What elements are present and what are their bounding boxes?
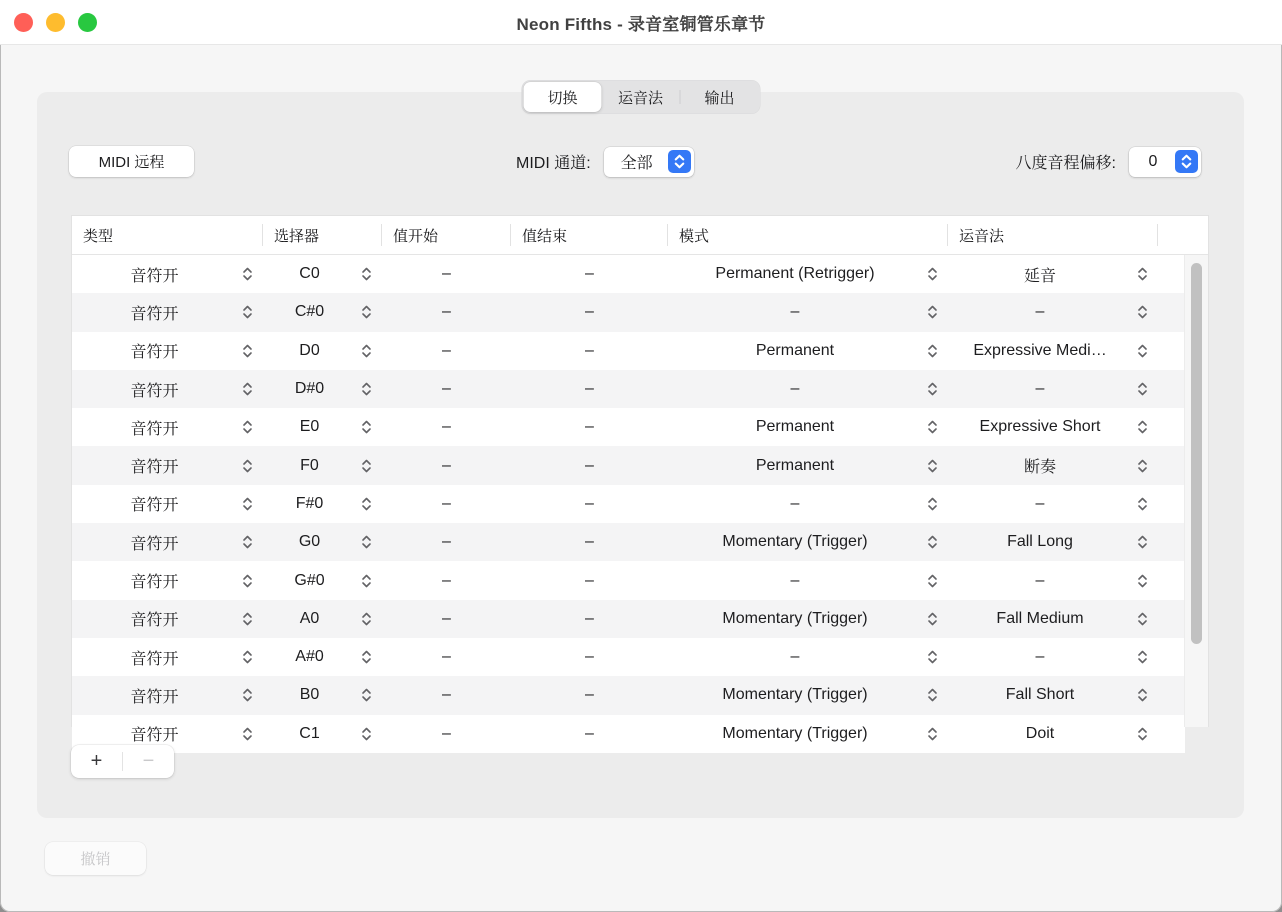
popup-chevrons-icon <box>361 535 372 549</box>
popup-chevrons-icon <box>242 727 253 741</box>
value-start-cell[interactable]: – <box>442 533 451 551</box>
popup-chevrons-icon <box>1137 612 1148 626</box>
header-type: 类型 <box>72 216 263 254</box>
traffic-lights <box>14 0 97 44</box>
popup-chevrons-icon <box>927 420 938 434</box>
table-row <box>72 446 1185 484</box>
type-popup[interactable]: 音符开 <box>72 638 263 676</box>
row-spacer <box>1158 715 1185 753</box>
popup-chevrons-icon <box>242 650 253 664</box>
articulation-popup[interactable]: Fall Short <box>948 676 1158 714</box>
row-spacer <box>1158 446 1185 484</box>
type-popup[interactable]: 音符开 <box>72 600 263 638</box>
articulation-popup[interactable]: 延音 <box>948 255 1158 293</box>
popup-chevrons-icon <box>242 382 253 396</box>
table-row <box>72 293 1185 331</box>
mode-popup[interactable]: – <box>668 485 948 523</box>
tab-output[interactable]: 输出 <box>704 89 735 107</box>
type-popup[interactable]: 音符开 <box>72 408 263 446</box>
articulation-popup[interactable]: Fall Medium <box>948 600 1158 638</box>
value-start-cell[interactable]: – <box>442 686 451 704</box>
mode-popup[interactable]: – <box>668 638 948 676</box>
row-spacer <box>1158 255 1185 293</box>
titlebar <box>0 0 1282 45</box>
popup-chevrons-icon <box>242 305 253 319</box>
popup-chevrons-icon <box>361 727 372 741</box>
tab-bar <box>522 80 761 114</box>
popup-chevrons-icon <box>361 305 372 319</box>
row-spacer <box>1158 638 1185 676</box>
midi-channel-value: 全部 <box>620 155 653 172</box>
type-popup[interactable]: 音符开 <box>72 485 263 523</box>
popup-chevrons-icon <box>1137 420 1148 434</box>
popup-chevrons-icon <box>927 382 938 396</box>
stepper-chevrons-icon <box>668 150 691 173</box>
selector-popup[interactable]: F0 <box>263 446 382 484</box>
type-popup[interactable]: 音符开 <box>72 676 263 714</box>
table-header <box>72 216 1208 255</box>
selector-popup[interactable]: G#0 <box>263 561 382 599</box>
popup-chevrons-icon <box>242 267 253 281</box>
popup-chevrons-icon <box>927 305 938 319</box>
articulation-popup[interactable]: Expressive Short <box>948 408 1158 446</box>
switches-table <box>71 215 1209 745</box>
selector-popup[interactable]: C#0 <box>263 293 382 331</box>
popup-chevrons-icon <box>361 574 372 588</box>
popup-chevrons-icon <box>242 497 253 511</box>
popup-chevrons-icon <box>1137 650 1148 664</box>
table-row <box>72 600 1185 638</box>
popup-chevrons-icon <box>1137 382 1148 396</box>
type-popup[interactable]: 音符开 <box>72 255 263 293</box>
popup-chevrons-icon <box>242 688 253 702</box>
table-row <box>72 332 1185 370</box>
table-row <box>72 408 1185 446</box>
add-row-button[interactable]: + <box>90 750 103 772</box>
articulation-popup[interactable]: Fall Long <box>948 523 1158 561</box>
selector-popup[interactable]: E0 <box>263 408 382 446</box>
row-spacer <box>1158 293 1185 331</box>
selector-popup[interactable]: F#0 <box>263 485 382 523</box>
value-end-cell[interactable]: – <box>585 533 594 551</box>
mode-popup[interactable]: Momentary (Trigger) <box>668 523 948 561</box>
popup-chevrons-icon <box>927 535 938 549</box>
add-remove-control <box>71 745 174 778</box>
popup-chevrons-icon <box>361 688 372 702</box>
popup-chevrons-icon <box>242 574 253 588</box>
popup-chevrons-icon <box>927 574 938 588</box>
articulation-popup[interactable]: Doit <box>948 715 1158 753</box>
table-row <box>72 485 1185 523</box>
window-title: Neon Fifths - 录音室铜管乐章节 <box>516 14 766 34</box>
midi-channel-group <box>516 146 694 177</box>
popup-chevrons-icon <box>927 459 938 473</box>
popup-chevrons-icon <box>361 612 372 626</box>
type-popup[interactable]: 音符开 <box>72 332 263 370</box>
mode-popup[interactable]: – <box>668 561 948 599</box>
value-end-cell[interactable]: – <box>585 686 594 704</box>
popup-chevrons-icon <box>242 344 253 358</box>
header-value-end: 值结束 <box>511 216 668 254</box>
row-spacer <box>1158 676 1185 714</box>
header-mode: 模式 <box>668 216 948 254</box>
value-start-cell[interactable]: – <box>442 724 451 742</box>
popup-chevrons-icon <box>1137 535 1148 549</box>
selector-popup[interactable]: B0 <box>263 676 382 714</box>
popup-chevrons-icon <box>1137 267 1148 281</box>
row-spacer <box>1158 485 1185 523</box>
articulation-popup[interactable]: Expressive Medi… <box>948 332 1158 370</box>
table-row <box>72 255 1185 293</box>
row-spacer <box>1158 332 1185 370</box>
value-end-cell[interactable]: – <box>585 341 594 359</box>
value-start-cell[interactable]: – <box>442 456 451 474</box>
table-row <box>72 523 1185 561</box>
popup-chevrons-icon <box>242 535 253 549</box>
switches-panel <box>37 92 1244 818</box>
header-spacer <box>1158 216 1208 254</box>
minimize-button[interactable] <box>46 13 65 32</box>
value-start-cell[interactable]: – <box>442 494 451 512</box>
row-spacer <box>1158 561 1185 599</box>
popup-chevrons-icon <box>1137 727 1148 741</box>
value-end-cell[interactable]: – <box>585 648 594 666</box>
octave-offset-group <box>1016 146 1201 177</box>
selector-popup[interactable]: A0 <box>263 600 382 638</box>
selector-popup[interactable]: C1 <box>263 715 382 753</box>
table-body <box>72 255 1185 745</box>
popup-chevrons-icon <box>242 459 253 473</box>
mode-popup[interactable]: – <box>668 370 948 408</box>
octave-offset-popup[interactable] <box>1129 147 1201 177</box>
mode-popup[interactable]: Permanent <box>668 408 948 446</box>
value-start-cell[interactable]: – <box>442 418 451 436</box>
header-value-start: 值开始 <box>382 216 511 254</box>
selector-popup[interactable]: D#0 <box>263 370 382 408</box>
type-popup[interactable]: 音符开 <box>72 370 263 408</box>
table-row <box>72 561 1185 599</box>
midi-remote-button[interactable]: MIDI 远程 <box>69 146 194 177</box>
type-popup[interactable]: 音符开 <box>72 523 263 561</box>
value-end-cell[interactable]: – <box>585 724 594 742</box>
midi-channel-label: MIDI 通道: <box>516 155 591 172</box>
popup-chevrons-icon <box>927 612 938 626</box>
mode-popup[interactable]: Permanent <box>668 332 948 370</box>
zoom-button[interactable] <box>78 13 97 32</box>
popup-chevrons-icon <box>242 612 253 626</box>
header-articulation: 运音法 <box>948 216 1158 254</box>
value-start-cell[interactable]: – <box>442 303 451 321</box>
value-start-cell[interactable]: – <box>442 571 451 589</box>
remove-row-button[interactable]: − <box>142 750 155 772</box>
value-start-cell[interactable]: – <box>442 609 451 627</box>
mode-popup[interactable]: Momentary (Trigger) <box>668 715 948 753</box>
table-row <box>72 676 1185 714</box>
type-popup[interactable]: 音符开 <box>72 561 263 599</box>
popup-chevrons-icon <box>927 650 938 664</box>
articulation-popup[interactable]: – <box>948 293 1158 331</box>
row-spacer <box>1158 408 1185 446</box>
value-end-cell[interactable]: – <box>585 494 594 512</box>
articulation-popup[interactable]: – <box>948 638 1158 676</box>
value-start-cell[interactable]: – <box>442 265 451 283</box>
popup-chevrons-icon <box>1137 305 1148 319</box>
mode-popup[interactable]: Permanent (Retrigger) <box>668 255 948 293</box>
mode-popup[interactable]: – <box>668 293 948 331</box>
popup-chevrons-icon <box>361 382 372 396</box>
selector-popup[interactable]: C0 <box>263 255 382 293</box>
mode-popup[interactable]: Permanent <box>668 446 948 484</box>
value-end-cell[interactable]: – <box>585 571 594 589</box>
row-spacer <box>1158 600 1185 638</box>
popup-chevrons-icon <box>927 267 938 281</box>
close-button[interactable] <box>14 13 33 32</box>
value-end-cell[interactable]: – <box>585 303 594 321</box>
selector-popup[interactable]: D0 <box>263 332 382 370</box>
type-popup[interactable]: 音符开 <box>72 446 263 484</box>
articulation-popup[interactable]: – <box>948 370 1158 408</box>
popup-chevrons-icon <box>361 344 372 358</box>
window-content <box>0 45 1282 911</box>
mode-popup[interactable]: Momentary (Trigger) <box>668 600 948 638</box>
popup-chevrons-icon <box>361 650 372 664</box>
popup-chevrons-icon <box>927 688 938 702</box>
tab-articulations[interactable]: 运音法 <box>617 89 663 107</box>
popup-chevrons-icon <box>361 267 372 281</box>
stepper-chevrons-icon <box>1175 150 1198 173</box>
popup-chevrons-icon <box>361 497 372 511</box>
value-end-cell[interactable]: – <box>585 265 594 283</box>
popup-chevrons-icon <box>361 420 372 434</box>
vertical-scrollbar[interactable] <box>1184 255 1208 727</box>
row-spacer <box>1158 370 1185 408</box>
selector-popup[interactable]: G0 <box>263 523 382 561</box>
articulation-popup[interactable]: – <box>948 485 1158 523</box>
scrollbar-thumb[interactable] <box>1191 263 1202 644</box>
popup-chevrons-icon <box>927 727 938 741</box>
value-end-cell[interactable]: – <box>585 380 594 398</box>
popup-chevrons-icon <box>927 497 938 511</box>
table-row <box>72 370 1185 408</box>
table-row <box>72 638 1185 676</box>
popup-chevrons-icon <box>1137 688 1148 702</box>
octave-offset-value: 0 <box>1148 152 1158 170</box>
midi-channel-popup[interactable] <box>604 147 694 177</box>
value-start-cell[interactable]: – <box>442 648 451 666</box>
articulation-popup[interactable]: – <box>948 561 1158 599</box>
table-row <box>72 715 1185 753</box>
row-spacer <box>1158 523 1185 561</box>
selector-popup[interactable]: A#0 <box>263 638 382 676</box>
value-start-cell[interactable]: – <box>442 380 451 398</box>
type-popup[interactable]: 音符开 <box>72 715 263 753</box>
popup-chevrons-icon <box>927 344 938 358</box>
value-end-cell[interactable]: – <box>585 609 594 627</box>
mode-popup[interactable]: Momentary (Trigger) <box>668 676 948 714</box>
value-end-cell[interactable]: – <box>585 456 594 474</box>
type-popup[interactable]: 音符开 <box>72 293 263 331</box>
value-end-cell[interactable]: – <box>585 418 594 436</box>
tab-switches[interactable]: 切换 <box>524 82 602 112</box>
value-start-cell[interactable]: – <box>442 341 451 359</box>
popup-chevrons-icon <box>242 420 253 434</box>
undo-button[interactable]: 撤销 <box>45 842 146 875</box>
popup-chevrons-icon <box>1137 344 1148 358</box>
articulation-popup[interactable]: 断奏 <box>948 446 1158 484</box>
header-selector: 选择器 <box>263 216 382 254</box>
popup-chevrons-icon <box>1137 459 1148 473</box>
popup-chevrons-icon <box>361 459 372 473</box>
popup-chevrons-icon <box>1137 574 1148 588</box>
popup-chevrons-icon <box>1137 497 1148 511</box>
octave-offset-label: 八度音程偏移: <box>1015 155 1116 172</box>
